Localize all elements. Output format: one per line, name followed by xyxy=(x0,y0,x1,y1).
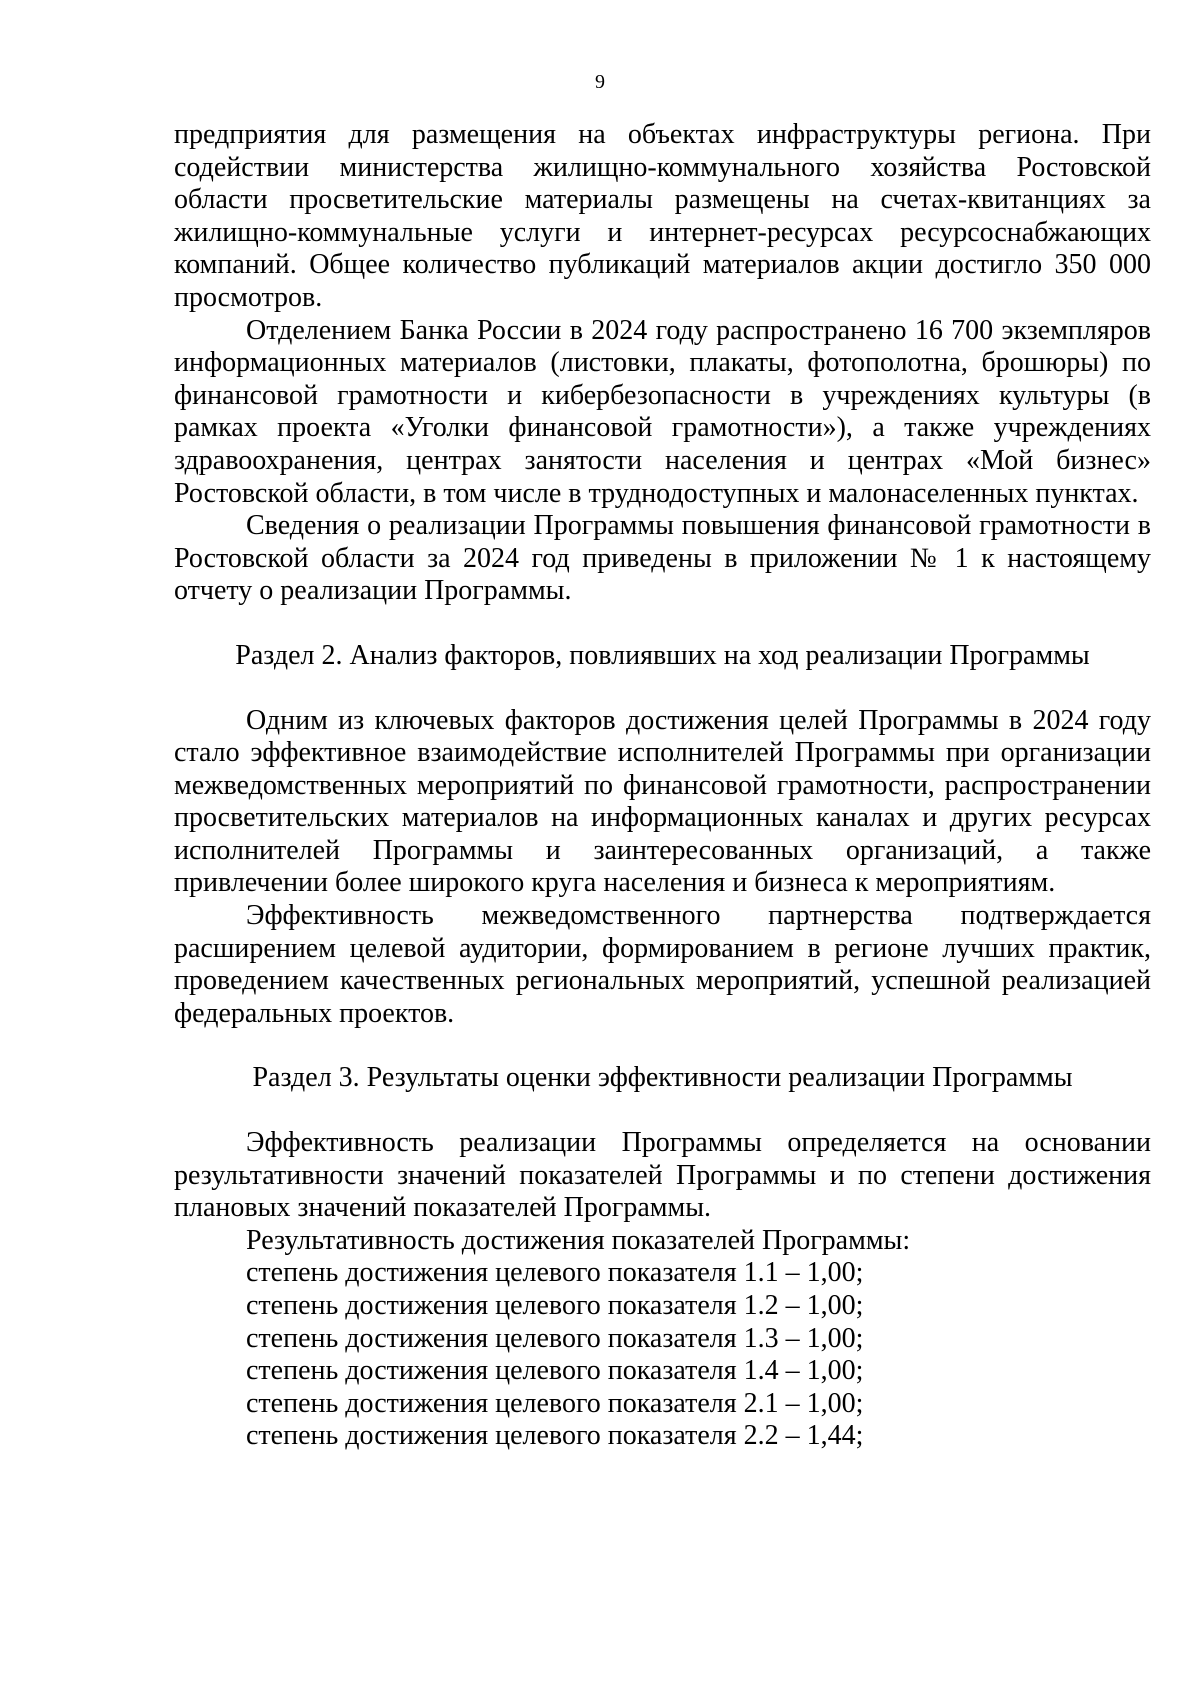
list-item: степень достижения целевого показателя 1.3 – 1,00; xyxy=(246,1322,864,1354)
section-3-heading: Раздел 3. Результаты оценки эффективности реализации Программы xyxy=(252,1062,1073,1094)
section-2-paragraph-factors: Одним из ключевых факторов достижения целей Программы в 2024 году стало эффективное взаимодействие исполнителей Программы при организации межведомственных мероприятий по финансовой грамотности, распространении просветительских материалов на информационных каналах и других ресурсах исполнителей Программы и заинтересованных организаций, а также привлечении более широкого круга населения и бизнеса к мероприятиям. xyxy=(174,704,1151,899)
list-item: степень достижения целевого показателя 2.2 – 1,44; xyxy=(246,1420,864,1452)
list-item: степень достижения целевого показателя 2.1 – 1,00; xyxy=(246,1387,864,1419)
section-2-paragraph-partnership: Эффективность межведомственного партнерства подтверждается расширением целевой аудитории, формированием в регионе лучших практик, проведением качественных региональных мероприятий, успешной реализацией федеральных проектов. xyxy=(174,900,1151,1029)
indicator-list xyxy=(174,1257,1151,1453)
page-number: 9 xyxy=(595,71,605,93)
section-3-list-title: Результативность достижения показателей Программы: xyxy=(246,1224,911,1256)
section-2-heading: Раздел 2. Анализ факторов, повлиявших на ход реализации Программы xyxy=(235,639,1090,671)
document-body xyxy=(174,119,1151,1453)
list-item: степень достижения целевого показателя 1.4 – 1,00; xyxy=(246,1355,864,1387)
list-item: степень достижения целевого показателя 1.2 – 1,00; xyxy=(246,1290,864,1321)
paragraph-continuation: предприятия для размещения на объектах инфраструктуры региона. При содействии министерства жилищно-коммунального хозяйства Ростовской области просветительские материалы размещены на счетах-квитанциях за жилищно-коммунальные услуги и интернет-ресурсах ресурсоснабжающих компаний. Общее количество публикаций материалов акции достигло 350 000 просмотров. xyxy=(174,119,1151,313)
list-item: степень достижения целевого показателя 1.1 – 1,00; xyxy=(246,1257,864,1289)
paragraph-bank-of-russia: Отделением Банка России в 2024 году распространено 16 700 экземпляров информационных материалов (листовки, плакаты, фотополотна, брошюры) по финансовой грамотности и кибербезопасности в учреждениях культуры (в рамках проекта «Уголки финансовой грамотности»), а также учреждениях здравоохранения, центрах занятости населения и центрах «Мой бизнес» Ростовской области, в том числе в труднодоступных и малонаселенных пунктах. xyxy=(174,314,1151,509)
paragraph-appendix-reference: Сведения о реализации Программы повышения финансовой грамотности в Ростовской области за 2024 год приведены в приложении № 1 к настоящему отчету о реализации Программы. xyxy=(174,510,1151,607)
section-3-paragraph-efficiency: Эффективность реализации Программы определяется на основании результативности значений показателей Программы и по степени достижения плановых значений показателей Программы. xyxy=(174,1127,1151,1224)
